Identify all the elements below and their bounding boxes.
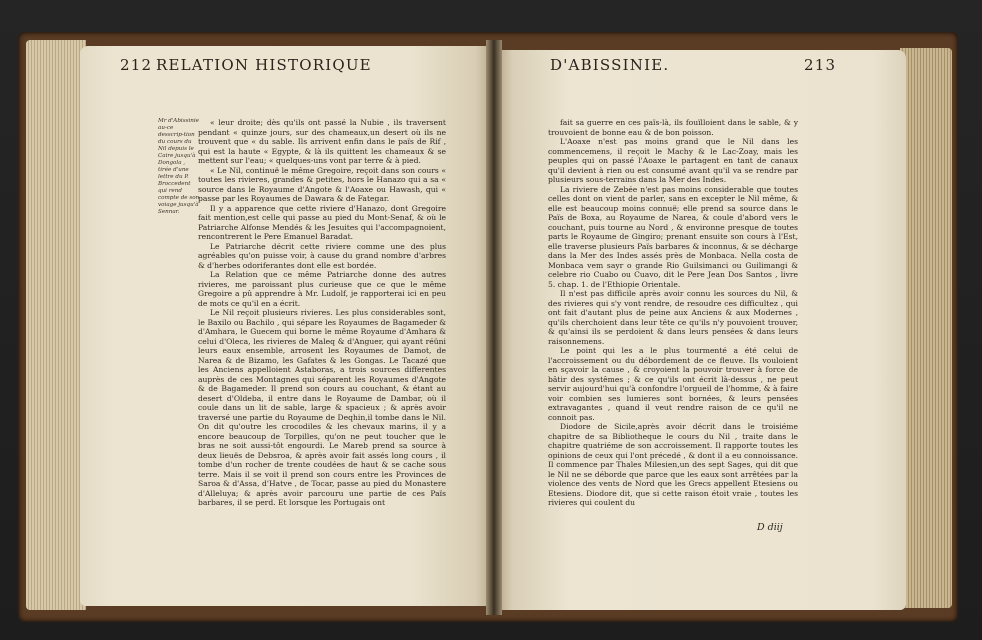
right-paragraph: Diodore de Sicile,après avoir décrit dans le troisiéme chapitre de sa Bibliotheque le cours du Nil , traite dans le chapitre quatriéme de son accroissement. Il rapporte toutes les opinions de ceux qui l'ont précedé , & dont il a eu connoissance. Il commence par Thales Milesien,un des sept Sages, qui dit que le Nil ne se déborde que parce que les eaux sont arrêtées par la violence des vents de Nord que les Grecs appellent Etesiens ou Etesiens. Diodore dit, que si cette raison étoit vraie , toutes les rivieres qui coulent du bbox=[548, 422, 798, 507]
right-running-title: D'ABISSINIE. bbox=[550, 56, 670, 74]
right-page-number: 213 bbox=[804, 56, 837, 74]
left-paragraph: Le Patriarche décrit cette riviere comme une des plus agréables qu'on puisse voir, à cause du grand nombre d'arbres & d'herbes odoriferantes dont elle est bordée. bbox=[198, 241, 446, 270]
right-page-text bbox=[548, 118, 798, 508]
left-paragraph: Il y a apparence que cette riviere d'Hanazo, dont Gregoire fait mention,est celle qui passe au pied du Mont-Senaf, & où le Patriarche Alfonse Mendés & les Jesuites qui l'accompagnoient, rencontrerent le Pere Emanuel Baradat. bbox=[198, 203, 446, 241]
right-page-edges bbox=[900, 48, 952, 608]
left-page-text bbox=[198, 118, 446, 508]
left-paragraph: Le Nil reçoit plusieurs rivieres. Les plus considerables sont, le Baxilo ou Bachilo , qui sépare les Royaumes de Bagameder & d'Amhara, le Guecem qui borne le même Royaume d'Amhara & celui d'Oleca, les rivieres de Maleq & d'Anguer, qui ayant réüni leurs eaux ensemble, arrosent les Royaumes de Damot, de Narea & de Bizamo, les Gafates & les Gongas. Le Tacazé que les Anciens appelloient Astaboras, a trois sources differentes auprès de ces Montagnes qui séparent les Royaumes d'Angote & de Bagameder. Il prend son cours au couchant, & étant au desert d'Oldeba, il entre dans le Royaume de Dambar, où il coule dans un lit de sable, large & spacieux ; & après avoir traversé une partie du Royaume de Deqhin,il tombe dans le Nil. On dit qu'outre les crocodiles & les chevaux marins, il y a encore beaucoup de Torpilles, qu'on ne peut toucher que le bras ne soit aussi-tôt engourdi. Le Mareb prend sa source à deux lieuës de Debsroa, & après avoir fait assés long cours , il tombe d'un rocher de trente coudées de haut & se cache sous terre. Mais il se voit il prend son cours entre les Provinces de Saroa & d'Assa, d'Hatve , de Tocar, passe au pied du Monastere d'Alleluya; & après avoir parcouru une partie de ces Païs barbares, il se perd. Et lorsque les Portugais ont bbox=[198, 308, 446, 507]
right-paragraph: La riviere de Zebée n'est pas moins considerable que toutes celles dont on vient de parler, sans en excepter le Nil même, & elle est beaucoup moins connuë; elle prend sa source dans le Païs de Boxa, au Royaume de Narea, & coule d'abord vers le couchant, puis tourne au Nord , & environne presque de toutes parts le Royaume de Gingiro; prenant ensuite son cours à l'Est, elle traverse plusieurs Païs barbares & inconnus, & se décharge dans la Mer des Indes assés près de Monbaca. Nella costa de Monbaca vem sayr o grande Rio Guilsimanci ou Guilimangi & celebre rio Cuabo ou Cuavo, dit le Pere Jean Dos Santos , livre 5. chap. 1. de l'Ethiopie Orientale. bbox=[548, 184, 798, 289]
book-gutter bbox=[486, 40, 502, 615]
right-paragraph: Le point qui les a le plus tourmenté a été celui de l'accroissement ou du débordement de ce fleuve. Ils vouloient en sçavoir la cause , & croyoient la pouvoir trouver à force de bâtir des systêmes ; & ce qu'ils ont écrit là-dessus , ne peut servir aujourd'hui qu'à confondre l'orgueil de l'homme, & à faire voir combien ses lumieres sont bornées, & leurs pensées extravagantes , quand il veut rendre raison de ce qu'il ne connoit pas. bbox=[548, 346, 798, 422]
left-page-number: 212 bbox=[120, 56, 153, 74]
marginal-note: Mr d'Abissinie au-ce desscrip-tion du cours du Nil depuis le Caire jusqu'à Dongola , tirée d'une lettre du P. Broccedent qui rend compte de son voiage jusqu'à Sennar. bbox=[158, 118, 200, 215]
left-paragraph: « leur droite; dès qu'ils ont passé la Nubie , ils traversent pendant « quinze jours, sur des chameaux,un desert où ils ne trouvent que « du sable. Ils arrivent enfin dans le païs de Rif , qui est la haute « Egypte, & là ils quittent les chameaux & se mettent sur l'eau; « quelques-uns vont par terre & à pied. bbox=[198, 118, 446, 165]
right-paragraph: L'Aoaxe n'est pas moins grand que le Nil dans les commencemens, il reçoit le Machy & le Lac-Zoay, mais les peuples qui on passé l'Aoaxe le partagent en tant de canaux qu'il devient à rien ou est consumé avant qu'il va se rendre par plusieurs sous-terrains dans la Mer des Indes. bbox=[548, 137, 798, 184]
right-paragraph: Il n'est pas difficile après avoir connu les sources du Nil, & des rivieres qui s'y vont rendre, de resoudre ces difficultez , qui ont fait d'autant plus de peine aux Anciens & aux Modernes , qu'ils cherchoient dans leur tête ce qu'ils n'y pouvoient trouver, & qu'ainsi ils se perdoient & dans leurs pensées & dans leurs raisonnemens. bbox=[548, 289, 798, 346]
left-page-edges bbox=[26, 40, 86, 610]
left-running-title: RELATION HISTORIQUE bbox=[156, 56, 372, 74]
left-paragraph: La Relation que ce même Patriarche donne des autres rivieres, me paroissant plus curieuse que ce que le même Gregoire a pû apprendre à Mr. Ludolf, je rapporterai ici en peu de mots ce qu'il en a écrit. bbox=[198, 270, 446, 308]
left-paragraph: « Le Nil, continuë le même Gregoire, reçoit dans son cours « toutes les rivieres, grandes & petites, hors le Hanazo qui a sa « source dans le Royaume d'Angote & l'Aoaxe ou Hawash, qui « passe par les Royaumes de Dawara & de Fategar. bbox=[198, 165, 446, 203]
signature-mark: D diij bbox=[757, 522, 783, 533]
right-paragraph: fait sa guerre en ces païs-là, ils fouïlloient dans le sable, & y trouvoient de bonne eau & de bon poisson. bbox=[548, 118, 798, 137]
